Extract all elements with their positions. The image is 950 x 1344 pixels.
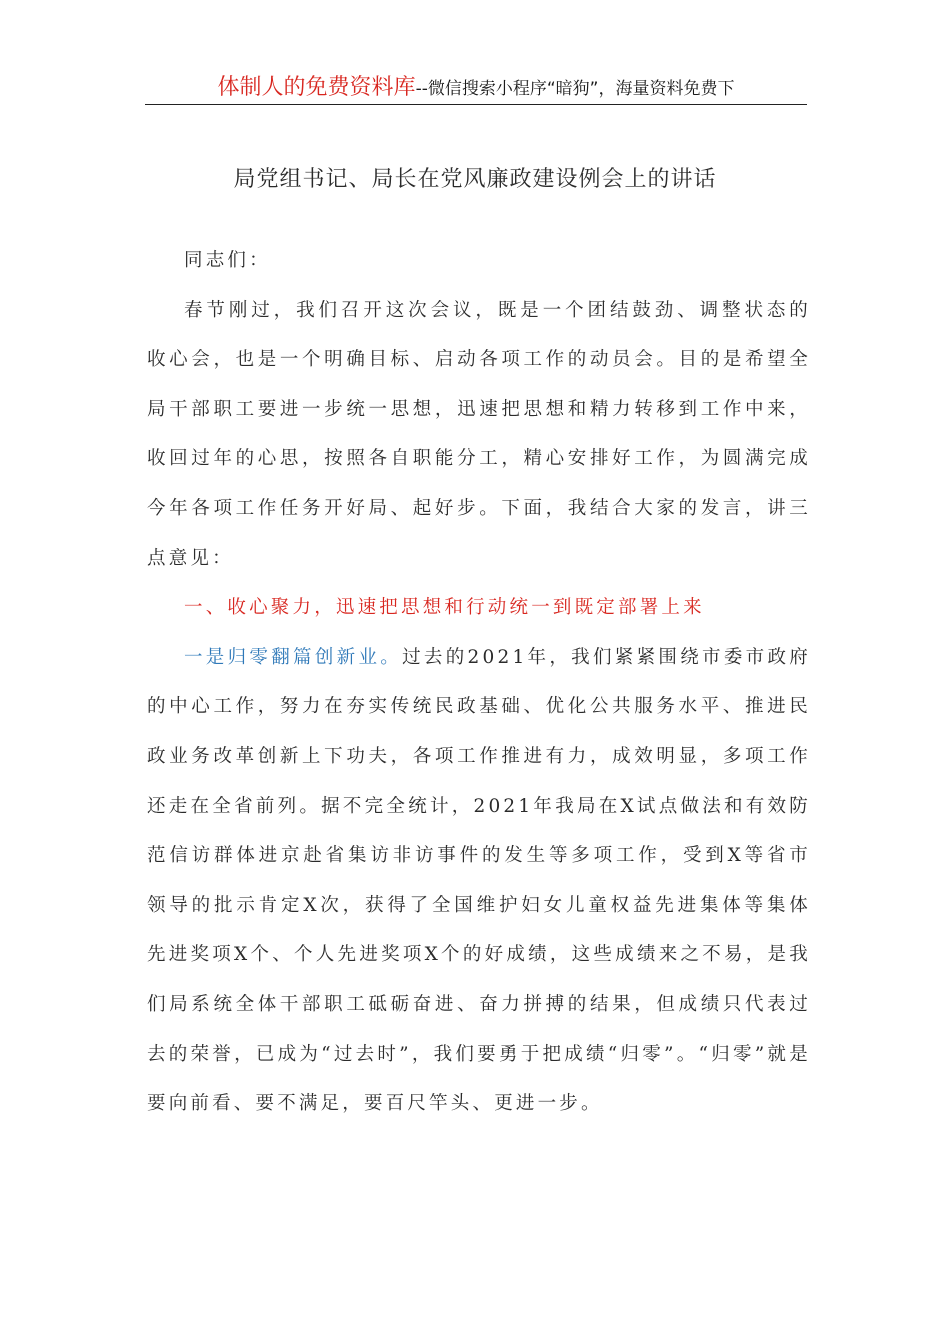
point-1-lead: 一是归零翻篇创新业。 [184,646,403,668]
header-brand: 体制人的免费资料库 [217,75,416,100]
header-tagline: --微信搜索小程序“暗狗”，海量资料免费下 [415,79,735,99]
page-header [145,70,807,105]
document-body [147,236,811,1129]
intro-paragraph: 春节刚过，我们召开这次会议，既是一个团结鼓劲、调整状态的收心会，也是一个明确目标、启动各项工作的动员会。目的是希望全局干部职工要进一步统一思想，迅速把思想和精力转移到工作中来，收回过年的心思，按照各自职能分工，精心安排好工作，为圆满完成今年各项工作任务开好局、起好步。下面，我结合大家的发言，讲三点意见： [147,299,811,569]
salutation: 同志们： [184,250,271,271]
document-title: 局党组书记、局长在党风廉政建设例会上的讲话 [233,167,717,192]
section-heading-1: 一、收心聚力，迅速把思想和行动统一到既定部署上来 [184,597,705,619]
point-1-body: 过去的2021年，我们紧紧围绕市委市政府的中心工作，努力在夯实传统民政基础、优化公共服务水平、推进民政业务改革创新上下功夫，各项工作推进有力，成效明显，多项工作还走在全省前列。据不完全统计，2021年我局在X试点做法和有效防范信访群体进京赴省集访非访事件的发生等多项工作，受到X等省市领导的批示肯定X次，获得了全国维护妇女儿童权益先进集体等集体先进奖项X个、个人先进奖项X个的好成绩，这些成绩来之不易，是我们局系统全体干部职工砥砺奋进、奋力拼搏的结果，但成绩只代表过去的荣誉，已成为“过去时”，我们要勇于把成绩“归零”。“归零”就是要向前看、要不满足，要百尺竿头、更进一步。 [147,646,811,1115]
point-1-paragraph [147,633,811,1129]
